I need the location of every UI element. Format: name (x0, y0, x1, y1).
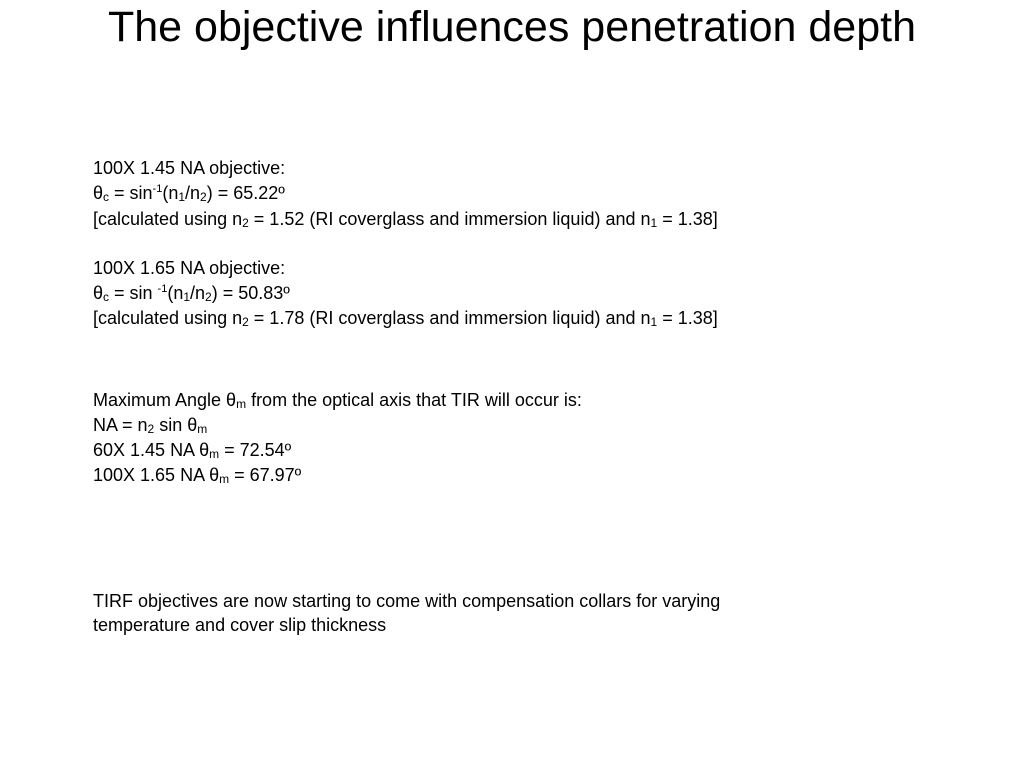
theta-symbol: θ (93, 283, 104, 303)
tirf-note-line-1: TIRF objectives are now starting to come with compensation collars for varying (93, 591, 721, 611)
subscript-m: m (236, 397, 247, 411)
equation-text: (n (167, 283, 184, 303)
subscript-2: 2 (242, 216, 249, 230)
objective1-critical-angle-equation (93, 181, 285, 205)
numerical-aperture-equation (93, 413, 207, 437)
subscript-c: c (103, 290, 110, 304)
objective1-heading: 100X 1.45 NA objective: (93, 158, 286, 178)
equation-text: sin θ (154, 415, 198, 435)
note-text: [calculated using n (93, 308, 243, 328)
objective2-critical-angle-equation (93, 281, 290, 305)
subscript-2: 2 (205, 290, 212, 304)
objective1-calculation-note (93, 207, 718, 231)
subscript-1: 1 (183, 290, 191, 304)
equation-result: ) = 50.83º (211, 283, 290, 303)
note-text: = 1.78 (RI coverglass and immersion liquid) and n (248, 308, 651, 328)
subscript-m: m (209, 447, 220, 461)
intro-text: from the optical axis that TIR will occur is: (246, 390, 582, 410)
objective2-calculation-note (93, 306, 718, 330)
subscript-2: 2 (200, 190, 207, 204)
subscript-m: m (219, 472, 230, 486)
note-text: = 1.38] (657, 308, 718, 328)
objective2-heading: 100X 1.65 NA objective: (93, 258, 286, 278)
maximum-angle-intro (93, 388, 582, 412)
slide-title: The objective influences penetration depth (108, 3, 916, 51)
result-text: 100X 1.65 NA θ (93, 465, 220, 485)
equation-text: = sin (109, 283, 158, 303)
equation-text: = sin (109, 183, 153, 203)
subscript-1: 1 (650, 216, 658, 230)
intro-text: Maximum Angle θ (93, 390, 237, 410)
result-text: 60X 1.45 NA θ (93, 440, 210, 460)
superscript-minus-one: -1 (152, 183, 163, 195)
subscript-1: 1 (650, 315, 658, 329)
equation-text: /n (185, 183, 201, 203)
subscript-c: c (103, 190, 110, 204)
theta-symbol: θ (93, 183, 104, 203)
superscript-minus-one: -1 (157, 283, 168, 295)
max-angle-100x (93, 463, 301, 487)
note-text: [calculated using n (93, 209, 243, 229)
equation-text: /n (190, 283, 206, 303)
result-text: = 72.54º (219, 440, 292, 460)
equation-text: (n (162, 183, 179, 203)
subscript-2: 2 (147, 422, 155, 436)
note-text: = 1.52 (RI coverglass and immersion liquid) and n (248, 209, 651, 229)
subscript-1: 1 (178, 190, 186, 204)
tirf-note-line-2: temperature and cover slip thickness (93, 615, 387, 635)
equation-result: ) = 65.22º (206, 183, 285, 203)
subscript-m: m (197, 422, 208, 436)
note-text: = 1.38] (657, 209, 718, 229)
subscript-2: 2 (242, 315, 249, 329)
equation-text: NA = n (93, 415, 148, 435)
result-text: = 67.97º (229, 465, 302, 485)
max-angle-60x (93, 438, 291, 462)
